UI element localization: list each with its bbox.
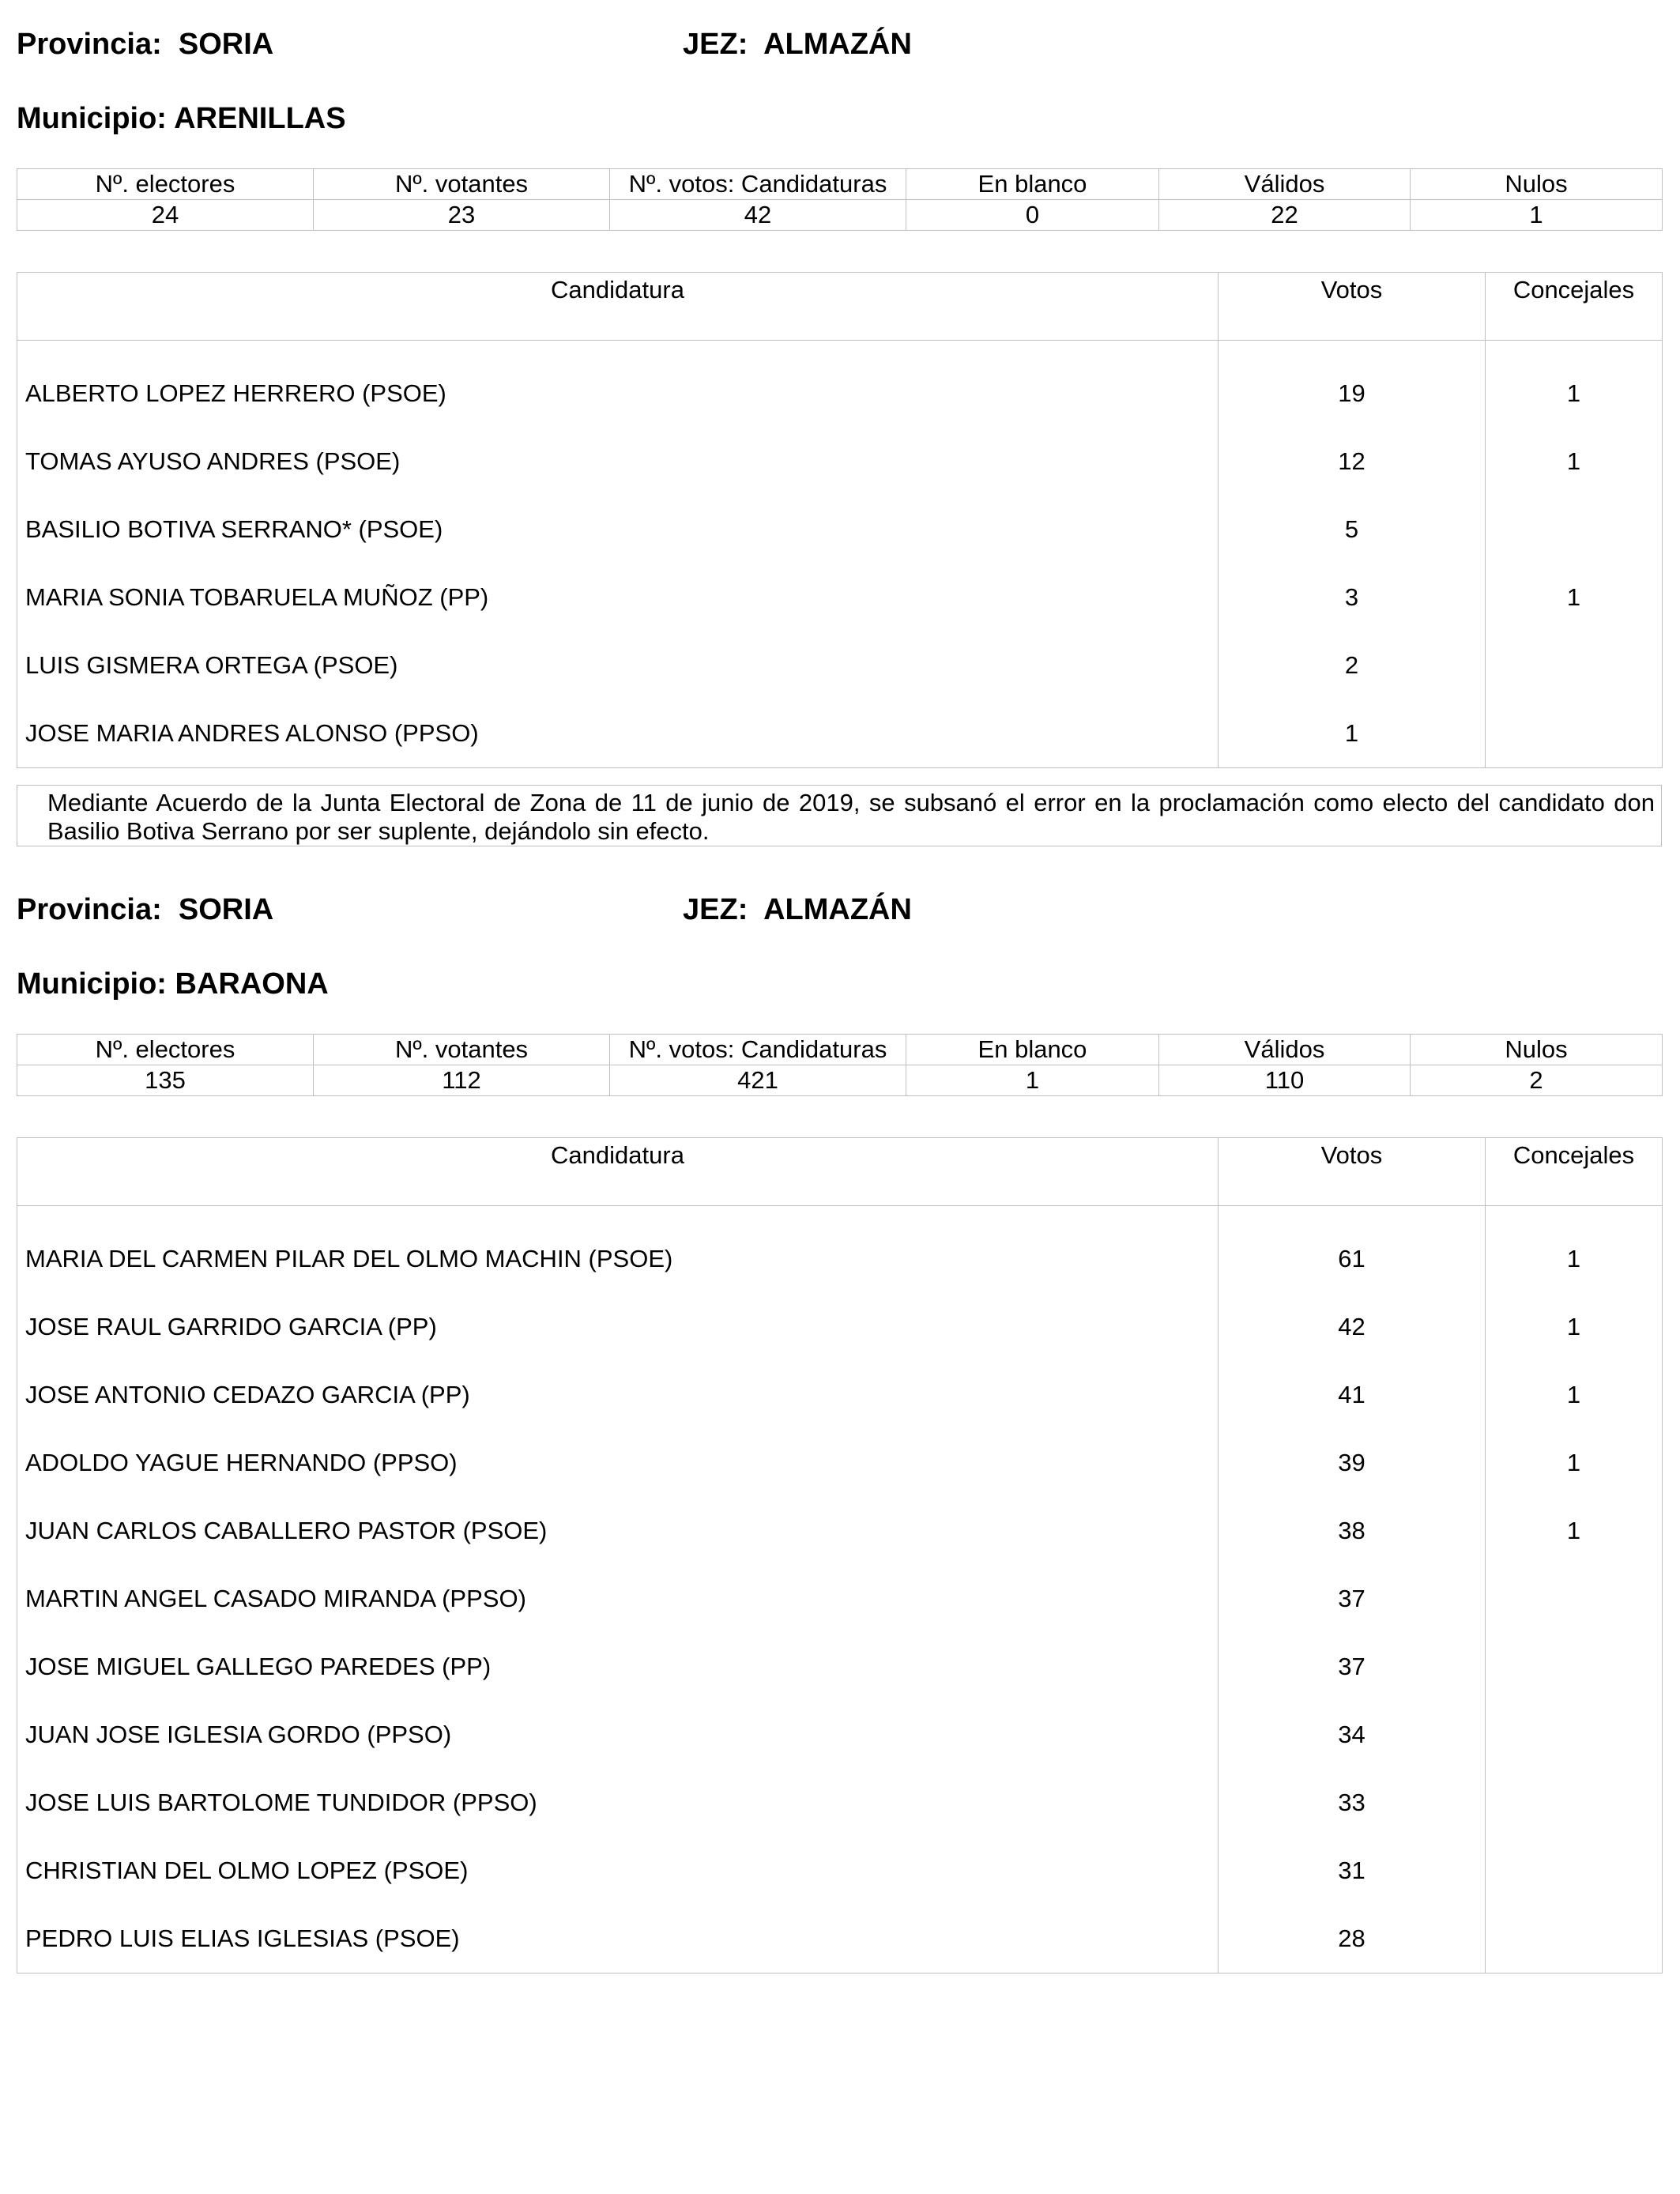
candidates-table — [17, 1137, 1663, 1973]
candidate-name: ADOLDO YAGUE HERNANDO (PPSO) — [17, 1429, 1219, 1497]
provincia-label: Provincia: — [17, 893, 162, 926]
candidate-name: MARIA DEL CARMEN PILAR DEL OLMO MACHIN (PSOE) — [17, 1206, 1219, 1294]
candidate-votes: 37 — [1219, 1633, 1486, 1701]
table-row — [17, 1565, 1663, 1633]
candidate-votes: 3 — [1219, 564, 1486, 631]
provincia-heading — [17, 892, 273, 927]
candidatura-header: Candidatura — [17, 1138, 1219, 1206]
provincia-heading — [17, 27, 273, 62]
table-row — [17, 1361, 1663, 1429]
candidate-votes: 28 — [1219, 1905, 1486, 1973]
candidate-name: JOSE MARIA ANDRES ALONSO (PPSO) — [17, 699, 1219, 768]
candidate-seats: 1 — [1486, 1361, 1663, 1429]
stats-value-cell: 22 — [1159, 200, 1411, 231]
candidates-header-row — [17, 1138, 1663, 1206]
candidate-name: MARTIN ANGEL CASADO MIRANDA (PPSO) — [17, 1565, 1219, 1633]
table-row — [17, 428, 1663, 496]
candidate-seats — [1486, 1905, 1663, 1973]
table-row — [17, 1206, 1663, 1294]
stats-value-cell: 2 — [1411, 1065, 1663, 1096]
candidate-name: TOMAS AYUSO ANDRES (PSOE) — [17, 428, 1219, 496]
candidate-name: CHRISTIAN DEL OLMO LOPEZ (PSOE) — [17, 1837, 1219, 1905]
table-row — [17, 341, 1663, 428]
jez-value: ALMAZÁN — [763, 893, 912, 926]
stats-header-cell: Nº. votantes — [314, 1035, 610, 1065]
votos-header: Votos — [1219, 273, 1486, 341]
stats-table — [17, 168, 1663, 231]
municipio-value: ARENILLAS — [174, 102, 346, 135]
correction-note-text: Mediante Acuerdo de la Junta Electoral de Zona de 11 de junio de 2019, se subsanó el error en la proclamación como electo del candidato don Basilio Botiva Serrano por ser suplente, dejándolo sin efecto. — [47, 789, 1655, 845]
stats-header-cell: Nulos — [1411, 1035, 1663, 1065]
candidate-name: JUAN JOSE IGLESIA GORDO (PPSO) — [17, 1701, 1219, 1769]
candidate-seats — [1486, 631, 1663, 699]
candidate-votes: 42 — [1219, 1293, 1486, 1361]
candidate-seats: 1 — [1486, 1497, 1663, 1565]
stats-value-row — [17, 200, 1663, 231]
table-row — [17, 1769, 1663, 1837]
candidate-votes: 61 — [1219, 1206, 1486, 1294]
table-row — [17, 496, 1663, 564]
stats-header-cell: Nº. electores — [17, 1035, 314, 1065]
candidate-votes: 19 — [1219, 341, 1486, 428]
municipio-value: BARAONA — [175, 967, 329, 1001]
votos-header: Votos — [1219, 1138, 1486, 1206]
table-row — [17, 699, 1663, 768]
candidate-votes: 39 — [1219, 1429, 1486, 1497]
municipio-heading — [17, 967, 329, 1001]
jez-label: JEZ: — [683, 893, 748, 926]
stats-table — [17, 1034, 1663, 1096]
concejales-header: Concejales — [1486, 1138, 1663, 1206]
stats-value-cell: 1 — [906, 1065, 1159, 1096]
stats-header-cell: Nº. votos: Candidaturas — [610, 169, 906, 200]
candidate-seats: 1 — [1486, 564, 1663, 631]
jez-heading — [683, 27, 912, 62]
stats-header-cell: Nulos — [1411, 169, 1663, 200]
stats-value-cell: 112 — [314, 1065, 610, 1096]
stats-value-cell: 421 — [610, 1065, 906, 1096]
stats-header-row — [17, 1035, 1663, 1065]
table-row — [17, 1905, 1663, 1973]
municipio-label: Municipio: — [17, 967, 167, 1001]
candidate-seats: 1 — [1486, 341, 1663, 428]
provincia-value: SORIA — [178, 28, 274, 61]
candidate-name: JOSE ANTONIO CEDAZO GARCIA (PP) — [17, 1361, 1219, 1429]
candidates-table — [17, 272, 1663, 768]
provincia-label: Provincia: — [17, 28, 162, 61]
table-row — [17, 1497, 1663, 1565]
candidate-votes: 31 — [1219, 1837, 1486, 1905]
table-row — [17, 1293, 1663, 1361]
candidate-name: JOSE RAUL GARRIDO GARCIA (PP) — [17, 1293, 1219, 1361]
concejales-header: Concejales — [1486, 273, 1663, 341]
correction-note — [17, 785, 1662, 846]
table-row — [17, 1701, 1663, 1769]
stats-value-cell: 24 — [17, 200, 314, 231]
stats-header-row — [17, 169, 1663, 200]
candidate-name: LUIS GISMERA ORTEGA (PSOE) — [17, 631, 1219, 699]
candidate-votes: 41 — [1219, 1361, 1486, 1429]
stats-value-cell: 0 — [906, 200, 1159, 231]
stats-header-cell: En blanco — [906, 1035, 1159, 1065]
table-row — [17, 631, 1663, 699]
candidate-seats: 1 — [1486, 1293, 1663, 1361]
candidate-seats — [1486, 1633, 1663, 1701]
candidate-name: MARIA SONIA TOBARUELA MUÑOZ (PP) — [17, 564, 1219, 631]
table-row — [17, 1633, 1663, 1701]
stats-header-cell: Válidos — [1159, 169, 1411, 200]
stats-header-cell: Válidos — [1159, 1035, 1411, 1065]
candidate-name: JOSE MIGUEL GALLEGO PAREDES (PP) — [17, 1633, 1219, 1701]
stats-value-cell: 1 — [1411, 200, 1663, 231]
candidate-name: JUAN CARLOS CABALLERO PASTOR (PSOE) — [17, 1497, 1219, 1565]
candidate-votes: 1 — [1219, 699, 1486, 768]
municipio-label: Municipio: — [17, 102, 167, 135]
candidate-votes: 12 — [1219, 428, 1486, 496]
candidate-votes: 33 — [1219, 1769, 1486, 1837]
stats-header-cell: Nº. electores — [17, 169, 314, 200]
candidate-seats — [1486, 1769, 1663, 1837]
provincia-value: SORIA — [178, 893, 274, 926]
candidate-votes: 37 — [1219, 1565, 1486, 1633]
table-row — [17, 1429, 1663, 1497]
stats-value-cell: 23 — [314, 200, 610, 231]
candidate-seats: 1 — [1486, 428, 1663, 496]
candidate-name: JOSE LUIS BARTOLOME TUNDIDOR (PPSO) — [17, 1769, 1219, 1837]
candidate-seats — [1486, 699, 1663, 768]
jez-label: JEZ: — [683, 28, 748, 61]
candidate-name: ALBERTO LOPEZ HERRERO (PSOE) — [17, 341, 1219, 428]
candidate-votes: 2 — [1219, 631, 1486, 699]
jez-value: ALMAZÁN — [763, 28, 912, 61]
candidate-name: PEDRO LUIS ELIAS IGLESIAS (PSOE) — [17, 1905, 1219, 1973]
candidates-header-row — [17, 273, 1663, 341]
candidate-votes: 34 — [1219, 1701, 1486, 1769]
candidate-votes: 38 — [1219, 1497, 1486, 1565]
table-row — [17, 564, 1663, 631]
candidate-seats — [1486, 1837, 1663, 1905]
stats-value-row — [17, 1065, 1663, 1096]
stats-header-cell: Nº. votos: Candidaturas — [610, 1035, 906, 1065]
stats-header-cell: Nº. votantes — [314, 169, 610, 200]
stats-header-cell: En blanco — [906, 169, 1159, 200]
candidate-seats: 1 — [1486, 1206, 1663, 1294]
municipio-heading — [17, 101, 346, 136]
candidatura-header: Candidatura — [17, 273, 1219, 341]
candidate-votes: 5 — [1219, 496, 1486, 564]
table-row — [17, 1837, 1663, 1905]
candidate-seats: 1 — [1486, 1429, 1663, 1497]
candidate-name: BASILIO BOTIVA SERRANO* (PSOE) — [17, 496, 1219, 564]
stats-value-cell: 135 — [17, 1065, 314, 1096]
candidate-seats — [1486, 1701, 1663, 1769]
candidate-seats — [1486, 496, 1663, 564]
candidate-seats — [1486, 1565, 1663, 1633]
stats-value-cell: 110 — [1159, 1065, 1411, 1096]
stats-value-cell: 42 — [610, 200, 906, 231]
jez-heading — [683, 892, 912, 927]
